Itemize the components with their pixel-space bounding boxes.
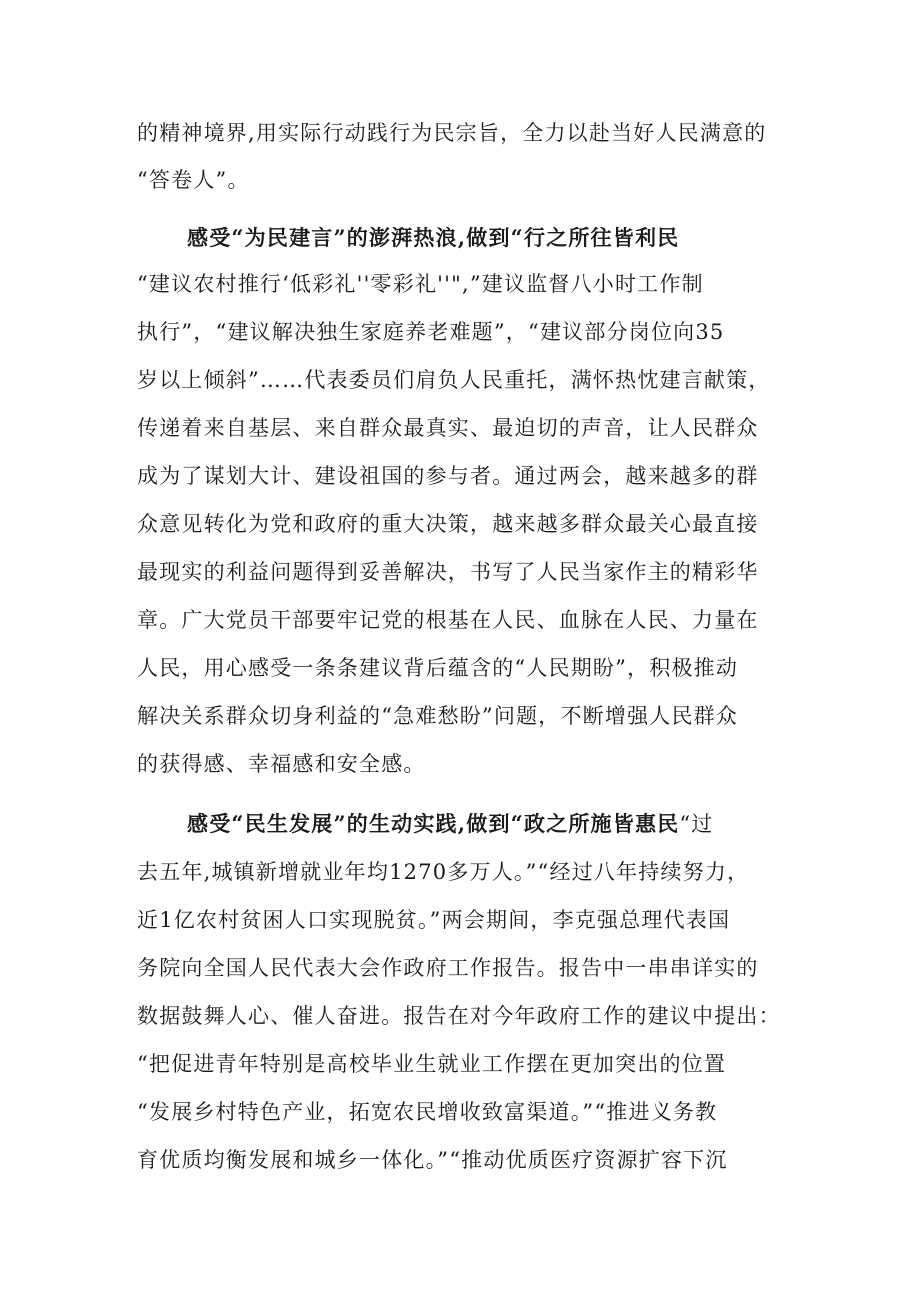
section2-heading: 感受“民生发展”的生动实践,做到“政之所施皆惠民 — [187, 811, 680, 836]
intro-line-2: “答卷人”。 — [137, 168, 250, 192]
section1-line: 成为了谋划大计、建设祖国的参与者。通过两会，越来越多的群 — [137, 464, 759, 488]
section2-line: 育优质均衡发展和城乡一体化。”“推动优质医疗资源扩容下沉 — [137, 1148, 728, 1172]
section2-line: “发展乡村特色产业，拓宽农民增收致富渠道。”“推进义务教 — [137, 1100, 718, 1124]
section2-line: 务院向全国人民代表大会作政府工作报告。报告中一串串详实的 — [137, 956, 759, 980]
section1-line: 人民，用心感受一条条建议背后蕴含的“人民期盼”，积极推动 — [137, 656, 739, 680]
section1-line: 章。广大党员干部要牢记党的根基在人民、血脉在人民、力量在 — [137, 608, 759, 632]
section1-line: 众意见转化为党和政府的重大决策，越来越多群众最关心最直接 — [137, 512, 759, 536]
section1-line: “建议农村推行‘低彩礼''零彩礼''",”建议监督八小时工作制 — [137, 272, 704, 296]
section1-line: 的获得感、幸福感和安全感。 — [137, 752, 426, 776]
section2-line: 近1亿农村贫困人口实现脱贫。”两会期间，李克强总理代表国 — [137, 908, 731, 932]
intro-line-1: 的精神境界,用实际行动践行为民宗旨，全力以赴当好人民满意的 — [137, 121, 767, 145]
section2-heading-line — [187, 806, 797, 842]
section1-line: 最现实的利益问题得到妥善解决，书写了人民当家作主的精彩华 — [137, 560, 759, 584]
section1-line: 解决关系群众切身利益的“急难愁盼”问题，不断增强人民群众 — [137, 704, 739, 728]
section2-line: 数据鼓舞人心、催人奋进。报告在对今年政府工作的建议中提出： — [137, 1004, 781, 1028]
section1-line: 传递着来自基层、来自群众最真实、最迫切的声音，让人民群众 — [137, 416, 759, 440]
section1-line: 岁以上倾斜”……代表委员们肩负人民重托，满怀热忱建言献策， — [137, 368, 771, 392]
section1-heading: 感受“为民建言”的澎湃热浪,做到“行之所往皆利民 — [187, 225, 680, 250]
section1-line: 执行”，“建议解决独生家庭养老难题”，“建议部分岗位向35 — [137, 320, 725, 344]
section2-line: “把促进青年特别是高校毕业生就业工作摆在更加突出的位置 — [137, 1052, 727, 1076]
section2-heading-tail: “过 — [679, 812, 714, 836]
section2-line: 去五年,城镇新增就业年均1270多万人。”“经过八年持续努力， — [137, 860, 750, 884]
